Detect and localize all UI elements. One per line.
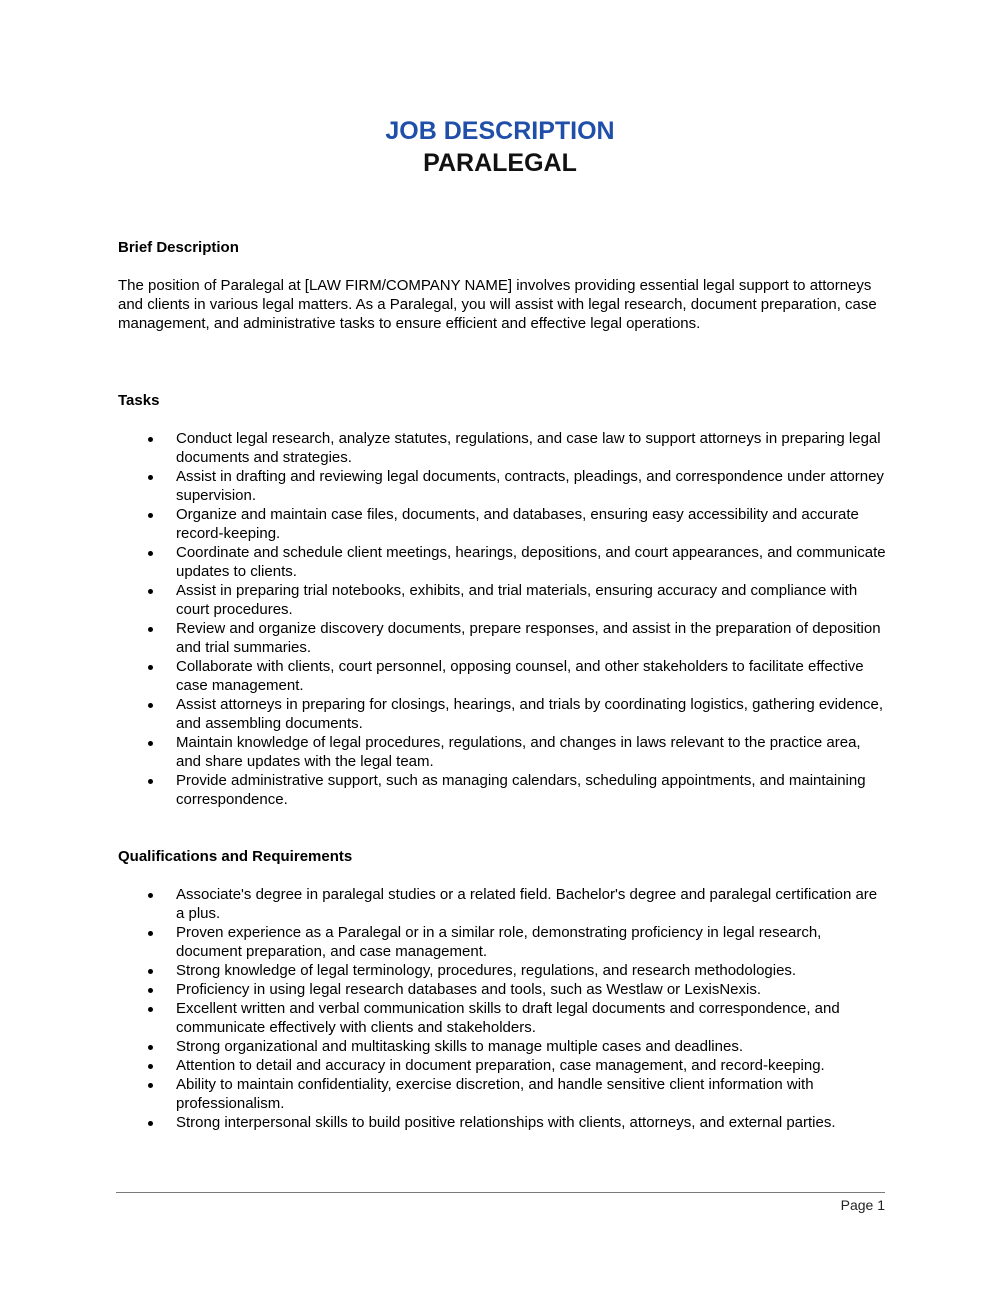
bullet-icon (148, 627, 153, 632)
section-heading: Qualifications and Requirements (118, 848, 353, 865)
bullet-icon (148, 779, 153, 784)
bullet-icon (148, 931, 153, 936)
bullet-icon (148, 1083, 153, 1088)
bullet-icon (148, 1064, 153, 1069)
list-item: Review and organize discovery documents, prepare responses, and assist in the preparation of deposition and trial summaries. (118, 619, 888, 657)
list-item: Assist in drafting and reviewing legal documents, contracts, pleadings, and correspondence under attorney supervision. (118, 467, 888, 505)
bullet-icon (148, 893, 153, 898)
footer-divider (116, 1192, 885, 1193)
bullet-icon (148, 551, 153, 556)
bullet-icon (148, 513, 153, 518)
bullet-icon (148, 589, 153, 594)
tasks-section (118, 391, 888, 809)
title-block (0, 115, 1000, 179)
list-item: Proven experience as a Paralegal or in a similar role, demonstrating proficiency in legal research, document preparation, and case management. (118, 923, 888, 961)
tasks-list (118, 429, 888, 809)
bullet-icon (148, 1045, 153, 1050)
list-item: Provide administrative support, such as managing calendars, scheduling appointments, and maintaining correspondence. (118, 771, 888, 809)
list-item: Strong knowledge of legal terminology, procedures, regulations, and research methodologies. (118, 961, 888, 980)
list-item: Associate's degree in paralegal studies or a related field. Bachelor's degree and paralegal certification are a plus. (118, 885, 888, 923)
bullet-icon (148, 1121, 153, 1126)
list-item: Attention to detail and accuracy in document preparation, case management, and record-keeping. (118, 1056, 888, 1075)
bullet-icon (148, 741, 153, 746)
list-item: Maintain knowledge of legal procedures, regulations, and changes in laws relevant to the practice area, and share updates with the legal team. (118, 733, 888, 771)
bullet-icon (148, 703, 153, 708)
section-heading: Tasks (118, 392, 160, 409)
list-item: Excellent written and verbal communication skills to draft legal documents and correspondence, and communicate effectively with clients and stakeholders. (118, 999, 888, 1037)
list-item: Assist attorneys in preparing for closings, hearings, and trials by coordinating logistics, gathering evidence, and assembling documents. (118, 695, 888, 733)
list-item: Strong organizational and multitasking skills to manage multiple cases and deadlines. (118, 1037, 888, 1056)
qualifications-section (118, 847, 888, 1132)
list-item: Strong interpersonal skills to build positive relationships with clients, attorneys, and external parties. (118, 1113, 888, 1132)
page-number: Page 1 (840, 1197, 885, 1213)
brief-description-text: The position of Paralegal at [LAW FIRM/COMPANY NAME] involves providing essential legal support to attorneys and clients in various legal matters. As a Paralegal, you will assist with legal research, document preparation, case management, and administrative tasks to ensure efficient and effective legal operations. (118, 277, 877, 332)
bullet-icon (148, 969, 153, 974)
list-item: Organize and maintain case files, documents, and databases, ensuring easy accessibility and accurate record-keeping. (118, 505, 888, 543)
list-item: Conduct legal research, analyze statutes, regulations, and case law to support attorneys in preparing legal documents and strategies. (118, 429, 888, 467)
list-item: Collaborate with clients, court personnel, opposing counsel, and other stakeholders to facilitate effective case management. (118, 657, 888, 695)
list-item: Proficiency in using legal research databases and tools, such as Westlaw or LexisNexis. (118, 980, 888, 999)
brief-description-section (118, 238, 888, 333)
bullet-icon (148, 437, 153, 442)
document-subtitle: PARALEGAL (423, 149, 577, 177)
document-title: JOB DESCRIPTION (385, 117, 615, 145)
section-heading: Brief Description (118, 239, 239, 256)
bullet-icon (148, 988, 153, 993)
list-item: Assist in preparing trial notebooks, exhibits, and trial materials, ensuring accuracy and compliance with court procedures. (118, 581, 888, 619)
list-item: Ability to maintain confidentiality, exercise discretion, and handle sensitive client information with professionalism. (118, 1075, 888, 1113)
bullet-icon (148, 665, 153, 670)
bullet-icon (148, 475, 153, 480)
qualifications-list (118, 885, 888, 1132)
list-item: Coordinate and schedule client meetings, hearings, depositions, and court appearances, and communicate updates to clients. (118, 543, 888, 581)
bullet-icon (148, 1007, 153, 1012)
